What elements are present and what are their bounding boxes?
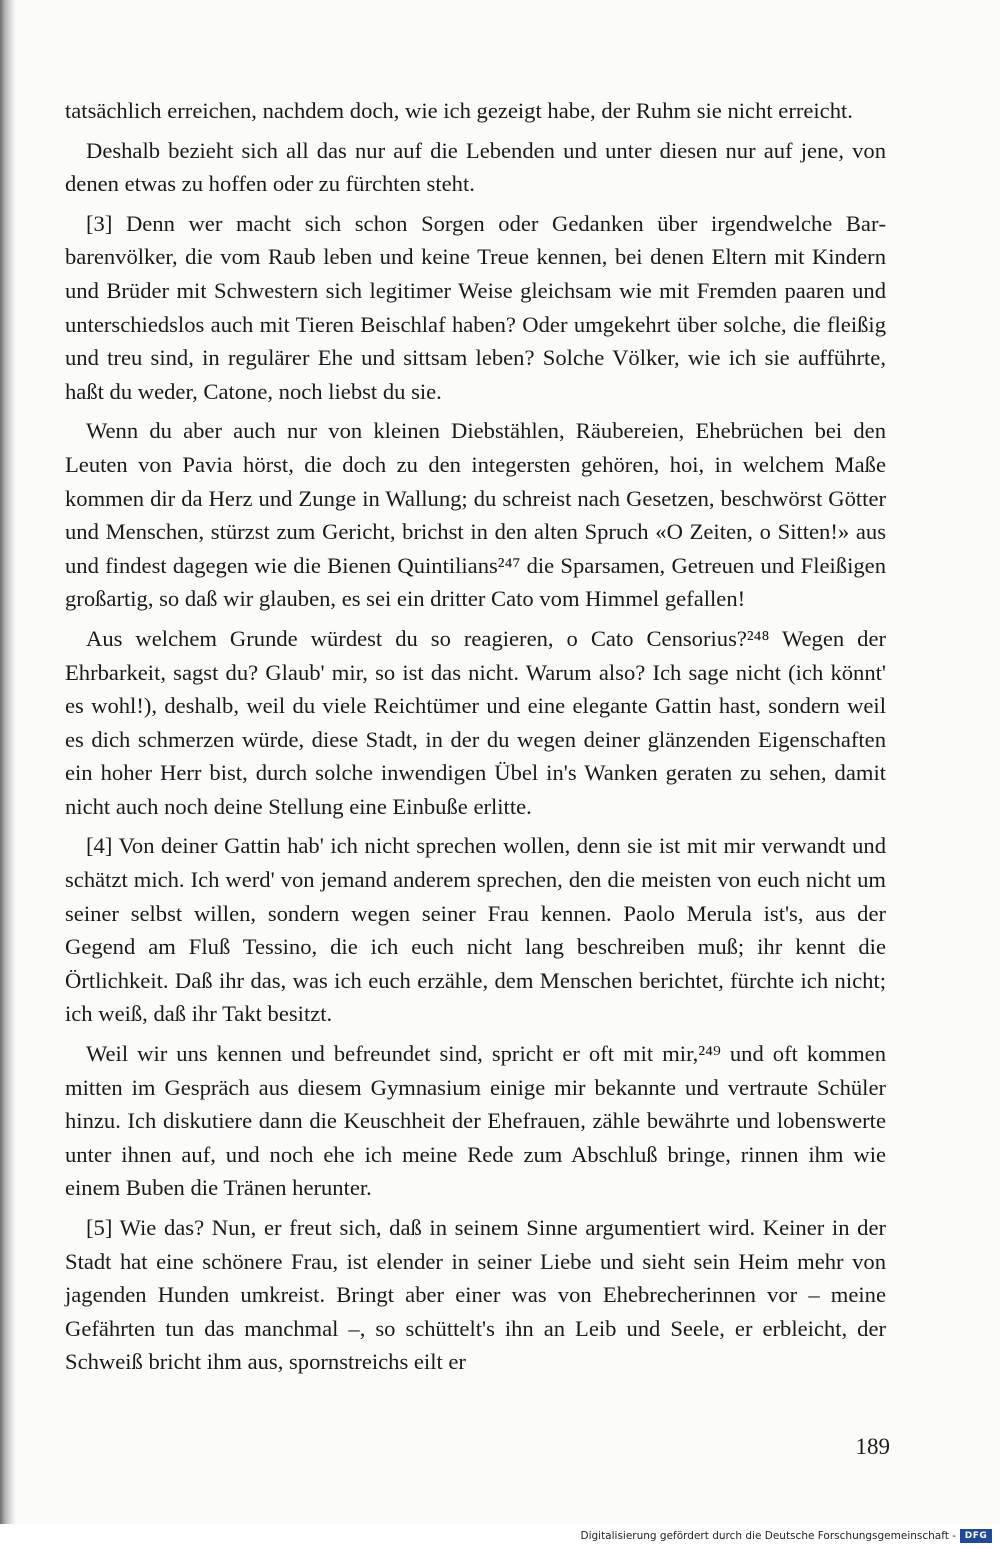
paragraph: [3] Denn wer macht sich schon Sorgen oder Gedanken über irgendwelche Barbarenvölker, die vom Raub leben und keine Treue kennen, bei denen Eltern mit Kindern und Brüder mit Schwestern sich legitimer Weise gleichsam wie mit Fremden paaren und unterschiedslos auch mit Tieren Beischlaf haben? Oder umgekehrt über solche, die fleißig und treu sind, in regulärer Ehe und sittsam leben? Solche Völker, wie ich sie aufführte, haßt du weder, Catone, noch liebst du sie. [65,210,886,404]
paragraph: Wenn du aber auch nur von kleinen Diebstählen, Räubereien, Ehebrüchen bei den Leuten von Pavia hörst, die doch zu den integersten gehören, hoi, in welchem Maße kommen dir da Herz und Zunge in Wallung; du schreist nach Gesetzen, beschwörst Götter und Menschen, stürzst zum Gericht, brichst in den alten Spruch «O Zeiten, o Sitten!» aus und findest dagegen wie die Bienen Quintilians²⁴⁷ die Sparsamen, Getreuen und Fleißigen großartig, so daß wir glauben, es sei ein dritter Cato vom Himmel gefallen! [65,418,886,612]
paragraph: tatsächlich erreichen, nachdem doch, wie ich gezeigt habe, der Ruhm sie nicht erreicht. [65,98,853,123]
paragraph: Weil wir uns kennen und befreundet sind, spricht er oft mit mir,²⁴⁹ und oft kommen mitten im Gespräch aus diesem Gymnasium einige mir bekannte und vertraute Schüler hinzu. Ich diskutiere dann die Keuschheit der Ehefrauen, zähle bewährte und lobenswerte unter ihnen auf, und noch ehe ich meine Rede zum Abschluß bringe, rinnen ihm wie einem Buben die Tränen herunter. [65,1041,886,1201]
body-text [65,94,886,1379]
paragraph: [5] Wie das? Nun, er freut sich, daß in seinem Sinne argumentiert wird. Keiner in der Stadt hat eine schönere Frau, ist elender in seiner Liebe und sieht sein Heim mehr von jagenden Hunden umkreist. Bringt aber einer was von Ehebrecherinnen vor – meine Gefährten tun das manchmal –, so schüttelt's ihn an Leib und Seele, er erbleicht, der Schweiß bricht ihm aus, spornstreichs eilt er [65,1215,886,1375]
page-number: 189 [855,1434,890,1459]
digitization-credit: Digitalisierung gefördert durch die Deutsche Forschungsgemeinschaft - [580,1530,956,1542]
paragraph: [4] Von deiner Gattin hab' ich nicht sprechen wollen, denn sie ist mit mir verwandt und schätzt mich. Ich werd' von jemand anderem sprechen, den die meisten von euch nicht um seiner selbst willen, sondern wegen seiner Frau kennen. Paolo Merula ist's, aus der Gegend am Fluß Tessino, die ich euch nicht lang beschreiben muß; ihr kennt die Örtlichkeit. Daß ihr das, was ich euch erzähle, dem Menschen berichtet, fürchte ich nicht; ich weiß, daß ihr Takt besitzt. [65,833,886,1027]
paragraph: Deshalb bezieht sich all das nur auf die Lebenden und unter diesen nur auf jene, von denen etwas zu hoffen oder zu fürchten steht. [65,137,886,197]
paragraph: Aus welchem Grunde würdest du so reagieren, o Cato Censorius?²⁴⁸ Wegen der Ehrbarkeit, sagst du? Glaub' mir, so ist das nicht. Warum also? Ich sage nicht (ich könnt' es wohl!), deshalb, weil du viele Reichtümer und eine elegante Gattin hast, sondern weil es dich schmerzen würde, diese Stadt, in der du wegen deiner glänzenden Eigenschaften ein hoher Herr bist, durch solche inwendigen Übel in's Wanken geraten zu sehen, damit nicht auch noch deine Stellung eine Einbuße erlitte. [65,625,886,819]
dfg-logo-icon: DFG [960,1529,992,1543]
book-spine-shadow [0,0,16,1549]
